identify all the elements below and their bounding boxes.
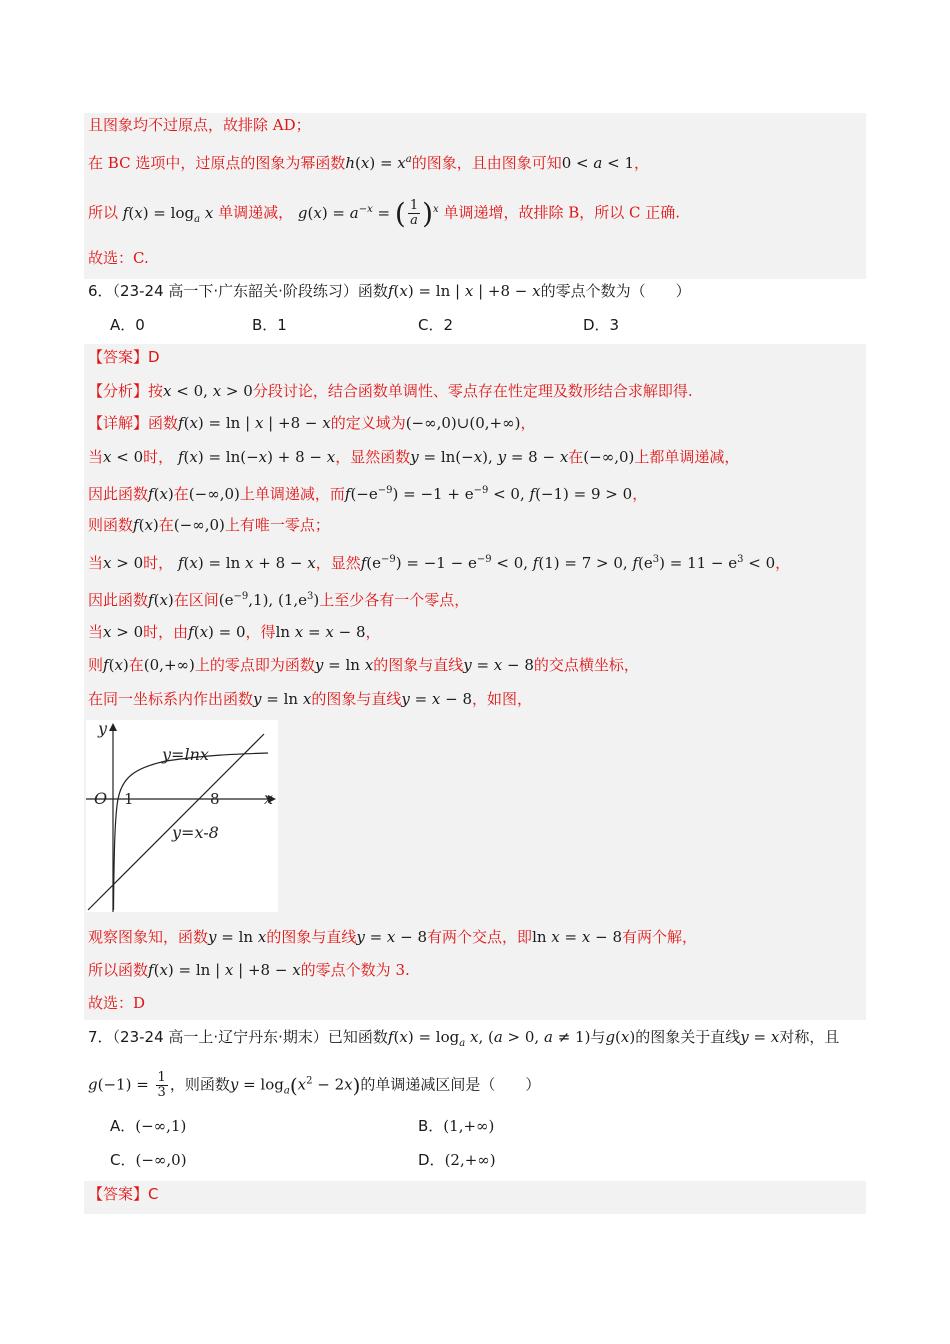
question-7-stem-line-2: g(−1) = $\frac{1}{3}$ ，则函数$y = \log_a(x^2 - 2x)$的单调递减区间是（ ）	[88, 1070, 541, 1100]
q6-conclusion-3: 故选：D	[88, 994, 146, 1012]
q6-detail-1: 【详解】函数f(x) = ln | x | +8 − x的定义域为(−∞,0)∪(0,+∞)，	[88, 414, 536, 432]
x-axis-label: x	[264, 789, 274, 808]
q6-detail-2: 当x < 0时， f(x) = ln(−x) + 8 − x，显然函数y = ln(−x), y = 8 − x在(−∞,0)上都单调递减，	[88, 448, 740, 466]
q6-detail-8: 则f(x)在(0,+∞)上的零点即为函数y = ln x的图象与直线y = x − 8的交点横坐标，	[88, 656, 639, 674]
q6-answer: 【答案】D	[88, 348, 160, 366]
question-6-solution-block	[84, 344, 866, 1020]
tick-label-8: 8	[210, 790, 220, 808]
prev-solution-line-3: 所以 $f(x) = \log_a x$ 单调递减， $g(x) = a^{-x}$ = ( $\frac{1}{a}$ )$^x$ 单调递增，故排除 B，所以 C 正确.	[88, 196, 681, 230]
question-7-option-c[interactable]: C．(−∞,0)	[110, 1151, 187, 1169]
curve-label: y=lnx	[162, 745, 209, 764]
tick-label-1: 1	[124, 790, 134, 808]
line-label: y=x-8	[172, 823, 219, 842]
q7-answer: 【答案】C	[88, 1185, 159, 1203]
q6-conclusion-2: 所以函数f(x) = ln | x | +8 − x的零点个数为 3.	[88, 961, 410, 979]
q6-detail-7: 当x > 0时，由f(x) = 0，得ln x = x − 8，	[88, 623, 381, 641]
q6-conclusion-1: 观察图象知，函数y = ln x的图象与直线y = x − 8有两个交点，即ln x = x − 8有两个解，	[88, 928, 698, 946]
y-axis-label: y	[98, 720, 108, 738]
prev-solution-line-4: 故选：C.	[88, 249, 149, 267]
q6-analysis: 【分析】按x < 0, x > 0分段讨论，结合函数单调性、零点存在性定理及数形结合求解即得.	[88, 382, 693, 400]
q6-detail-6: 因此函数f(x)在区间$(e^{-9},1)$, $(1,e^3)$上至少各有一个零点，	[88, 591, 470, 609]
q6-detail-5: 当x > 0时， f(x) = ln x + 8 − x，显然$f(e^{-9}) = -1 - e^{-9} < 0$, f(1) = 7 > 0, $f(e^3) = 11 - e^3 < 0$，	[88, 554, 791, 572]
origin-label: O	[94, 789, 108, 808]
question-7-option-d[interactable]: D．(2,+∞)	[418, 1151, 496, 1169]
prev-solution-line-2: 在 BC 选项中，过原点的图象为幂函数$h(x) = x^a$的图象，且由图象可知0 < a < 1，	[88, 154, 650, 172]
question-6-stem: 6．（23-24 高一下·广东韶关·阶段练习）函数f(x) = ln | x | +8 − x的零点个数为（ ）	[88, 282, 691, 300]
question-6-option-c[interactable]: C．2	[418, 316, 454, 334]
q6-detail-3: 因此函数f(x)在(−∞,0)上单调递减，而$f(-e^{-9}) = -1 + e^{-9} < 0$, f(−1) = 9 > 0，	[88, 485, 648, 503]
question-6-option-d[interactable]: D．3	[583, 316, 620, 334]
question-7-stem-line-1: 7．（23-24 高一上·辽宁丹东·期末）已知函数$f(x) = \log_a x$, (a > 0, a ≠ 1)与g(x)的图象关于直线y = x对称，且	[88, 1028, 840, 1049]
prev-solution-line-1: 且图象均不过原点，故排除 AD；	[88, 116, 311, 134]
question-7-answer-block	[84, 1181, 866, 1214]
y-axis-arrow-icon	[109, 723, 117, 731]
q6-detail-4: 则函数f(x)在(−∞,0)上有唯一零点；	[88, 516, 330, 534]
question-6-option-a[interactable]: A．0	[110, 316, 145, 334]
ln-graph-figure	[86, 720, 278, 912]
ln-graph-svg	[86, 720, 278, 912]
q6-detail-9: 在同一坐标系内作出函数y = ln x的图象与直线y = x − 8，如图，	[88, 690, 533, 708]
question-6-option-b[interactable]: B．1	[252, 316, 287, 334]
question-7-option-b[interactable]: B．(1,+∞)	[418, 1117, 495, 1135]
question-7-option-a[interactable]: A．(−∞,1)	[110, 1117, 187, 1135]
prev-solution-block	[84, 113, 866, 279]
